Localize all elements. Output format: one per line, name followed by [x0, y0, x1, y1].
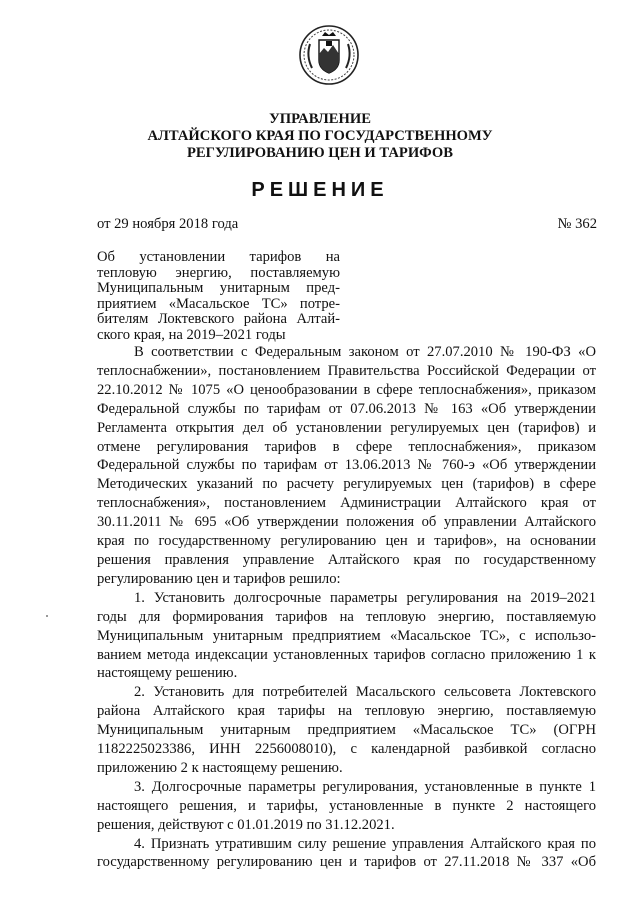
- body-line: ванием метода индексации установленных тарифов согласно приложению 1 к: [97, 646, 596, 663]
- body-line: района Алтайского края тарифы на тепловую энергию, поставляемую: [97, 703, 596, 720]
- body-line: В соответствии с Федеральным законом от 27.07.2010 № 190-ФЗ «О: [134, 344, 596, 360]
- body-line: 3. Долгосрочные параметры регулирования, установленные в пункте 1: [134, 778, 596, 795]
- body-line: Регламента открытия дел об установлении регулируемых цен (тарифов) и: [97, 419, 596, 436]
- document-title: РЕШЕНИЕ: [251, 179, 389, 201]
- body-line: 22.10.2012 № 1075 «О ценообразовании в сфере теплоснабжения», приказом: [97, 381, 596, 398]
- clause-4-paragraph: [97, 835, 596, 873]
- document-date: от 29 ноября 2018 года: [97, 216, 239, 232]
- scan-speck: [46, 615, 48, 617]
- body-line: Муниципальным унитарным предприятием «Масальское ТС» (ОГРН: [97, 722, 596, 739]
- body-line: Муниципальным унитарным предприятием «Масальское ТС», с использо-: [97, 627, 596, 644]
- subject-line: Муниципальным унитарным пред-: [97, 280, 340, 297]
- issuing-authority-line: РЕГУЛИРОВАНИЮ ЦЕН И ТАРИФОВ: [187, 145, 453, 161]
- body-line: теплоснабжения», постановлением Администрации Алтайского края от: [97, 495, 596, 512]
- body-line: 4. Признать утратившим силу решение управления Алтайского края по: [134, 835, 596, 852]
- subject-line: бителям Локтевского района Алтай-: [97, 311, 340, 328]
- body-line: отмене регулирования тарифов в сфере теплоснабжения», приказом: [97, 438, 596, 455]
- body-line: 30.11.2011 № 695 «Об утверждении положения об управлении Алтайского: [97, 514, 596, 531]
- body-line: приложению 2 к настоящему решению.: [97, 759, 343, 776]
- body-line: 1182225023386, ИНН 2256008010), с календарной разбивкой согласно: [97, 741, 596, 758]
- body-line: края по государственному регулированию цен и тарифов», на основании: [97, 533, 596, 550]
- body-line: Федеральной службы по тарифам от 13.06.2013 № 760-э «Об утверждении: [97, 457, 596, 474]
- preamble-paragraph: [97, 343, 596, 589]
- body-line: 2. Установить для потребителей Масальского сельсовета Локтевского: [134, 684, 596, 701]
- issuing-authority: [0, 111, 640, 162]
- altai-krai-coat-of-arms-icon: [298, 24, 360, 86]
- document-number: № 362: [557, 216, 597, 232]
- issuing-authority-line: УПРАВЛЕНИЕ: [269, 111, 371, 127]
- body-line: 1. Установить долгосрочные параметры регулирования на 2019–2021: [134, 589, 596, 606]
- body-line: Федеральной службы по тарифам от 07.06.2013 № 163 «Об утверждении: [97, 400, 596, 417]
- body-line: Методических указаний по расчету регулируемых цен (тарифов) в сфере: [97, 476, 596, 493]
- body-line: настоящего решения, и тарифы, установленные в пункте 2 настоящего: [97, 797, 596, 814]
- subject-line: ского края, на 2019–2021 годы: [97, 326, 286, 343]
- body-line: теплоснабжении», постановлением Правительства Российской Федерации от: [97, 362, 596, 379]
- body-line: решения, действуют с 01.01.2019 по 31.12.2021.: [97, 816, 395, 833]
- subject-line: Об установлении тарифов на: [97, 249, 340, 265]
- document-body: [97, 343, 596, 872]
- body-line: настоящему решению.: [97, 665, 238, 682]
- document-subject: [97, 250, 340, 344]
- subject-line: тепловую энергию, поставляемую: [97, 264, 340, 281]
- body-line: регулированию цен и тарифов решило:: [97, 570, 341, 587]
- issuing-authority-line: АЛТАЙСКОГО КРАЯ ПО ГОСУДАРСТВЕННОМУ: [147, 128, 493, 144]
- clause-3-paragraph: [97, 778, 596, 835]
- clause-1-paragraph: [97, 589, 596, 684]
- clause-2-paragraph: [97, 683, 596, 778]
- body-line: годы для формирования тарифов на тепловую энергию, поставляемую: [97, 608, 596, 625]
- subject-line: приятием «Масальское ТС» потре-: [97, 295, 340, 312]
- body-line: государственному регулированию цен и тарифов от 27.11.2018 № 337 «Об: [97, 854, 596, 871]
- body-line: решения правления управление Алтайского края по государственному: [97, 551, 596, 568]
